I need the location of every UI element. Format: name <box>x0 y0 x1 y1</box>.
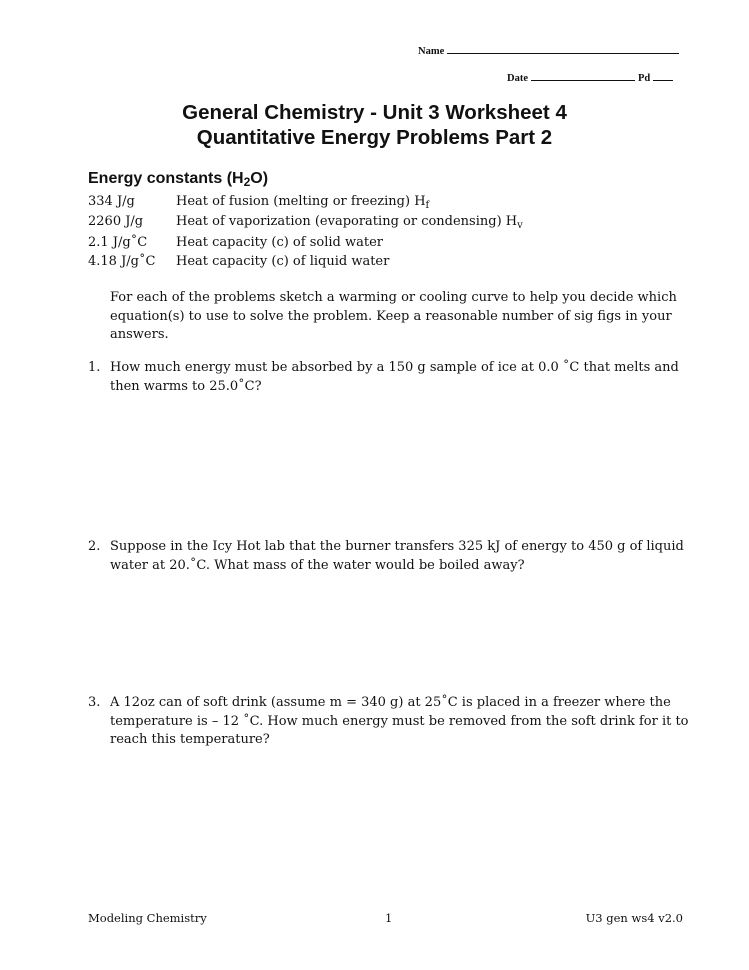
problem-number: 2. <box>88 539 101 554</box>
instructions-paragraph: For each of the problems sketch a warming or cooling curve to help you decide which equation(s) to use to solve the problem. Keep a reasonable number of sig figs in your answers. <box>110 290 677 342</box>
constant-description <box>176 194 429 211</box>
constant-description <box>176 214 523 231</box>
footer-source: Modeling Chemistry <box>88 911 207 925</box>
heading-subscript: 2 <box>243 175 251 189</box>
heading-suffix: O) <box>250 170 269 187</box>
symbol-subscript: v <box>517 220 523 231</box>
symbol-subscript: f <box>425 200 430 211</box>
name-label: Name <box>418 46 445 57</box>
problem-number: 3. <box>88 695 101 710</box>
date-blank-line[interactable] <box>531 71 635 81</box>
page-number: 1 <box>385 911 393 925</box>
constant-description: Heat capacity (c) of solid water <box>176 235 383 250</box>
name-field[interactable] <box>418 44 679 57</box>
heading-prefix: Energy constants (H <box>88 170 244 187</box>
problem-item <box>88 694 708 750</box>
document-version: U3 gen ws4 v2.0 <box>585 911 683 925</box>
period-blank-line[interactable] <box>653 71 673 81</box>
name-blank-line[interactable] <box>447 44 679 54</box>
problem-text: A 12oz can of soft drink (assume m = 340 g) at 25˚C is placed in a freezer where the temperature is – 12 ˚C. How much energy must be removed from the soft drink for it to reach this temperature? <box>110 695 689 747</box>
date-period-row <box>507 71 673 84</box>
constant-description: Heat capacity (c) of liquid water <box>176 254 390 269</box>
worksheet-subtitle: Quantitative Energy Problems Part 2 <box>196 126 553 149</box>
energy-constants-heading <box>88 170 268 189</box>
problem-item <box>88 359 708 396</box>
problem-item <box>88 538 708 575</box>
problem-text: Suppose in the Icy Hot lab that the burner transfers 325 kJ of energy to 450 g of liquid water at 20.˚C. What mass of the water would be boiled away? <box>110 539 684 573</box>
constant-value: 4.18 J/g˚C <box>88 254 156 269</box>
description-text: Heat of fusion (melting or freezing) H <box>176 194 426 209</box>
constant-value: 2260 J/g <box>88 214 144 229</box>
problem-number: 1. <box>88 360 101 375</box>
constant-value: 334 J/g <box>88 194 135 209</box>
constant-value: 2.1 J/g˚C <box>88 235 148 250</box>
date-label: Date <box>507 73 528 84</box>
description-text: Heat of vaporization (evaporating or condensing) H <box>176 214 518 229</box>
worksheet-title: General Chemistry - Unit 3 Worksheet 4 <box>182 101 567 124</box>
period-label: Pd <box>638 73 651 84</box>
problem-text: How much energy must be absorbed by a 150 g sample of ice at 0.0 ˚C that melts and then warms to 25.0˚C? <box>110 360 679 394</box>
